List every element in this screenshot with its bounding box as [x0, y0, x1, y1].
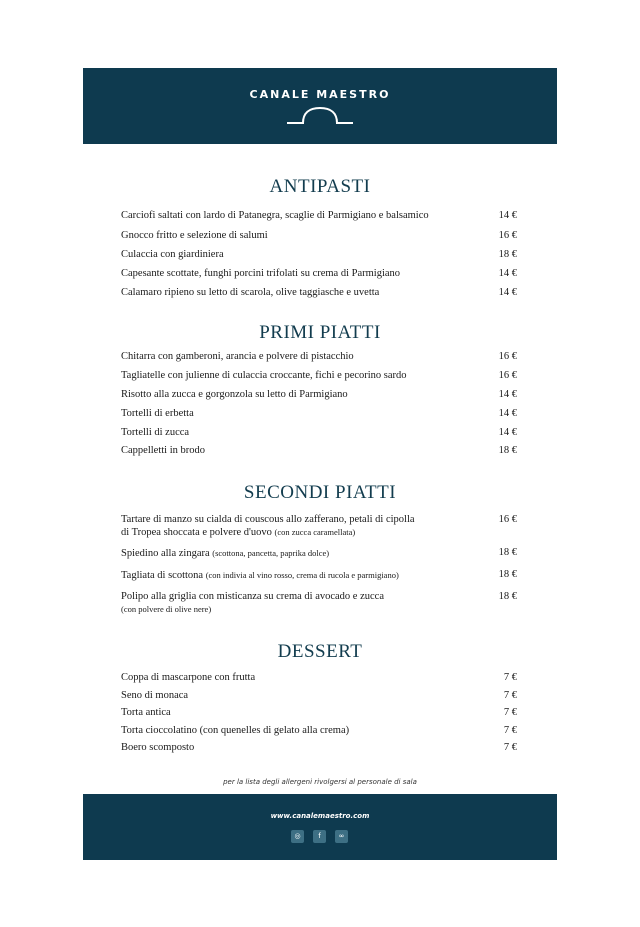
item-price: 14 € — [498, 210, 517, 221]
item-name: Chitarra con gamberoni, arancia e polvere di pistacchio — [121, 351, 354, 362]
instagram-icon[interactable]: ◎ — [291, 830, 304, 843]
item-note: (scottona, pancetta, paprika dolce) — [212, 548, 330, 558]
brand-name: CANALE MAESTRO — [249, 88, 391, 101]
item-price: 14 € — [498, 287, 517, 298]
item-name: Capesante scottate, funghi porcini trifolati su crema di Parmigiano — [121, 268, 401, 279]
item-price: 18 € — [498, 547, 517, 558]
facebook-icon[interactable]: f — [313, 830, 326, 843]
section-title-antipasti: ANTIPASTI — [269, 176, 371, 197]
item-price: 14 € — [498, 268, 517, 279]
item-name — [121, 569, 481, 582]
website-link[interactable]: www.canalemaestro.com — [270, 812, 370, 820]
item-price: 7 € — [503, 742, 517, 753]
item-name: Risotto alla zucca e gorgonzola su letto di Parmigiano — [121, 389, 348, 400]
item-name: Tagliatelle con julienne di culaccia croccante, fichi e pecorino sardo — [121, 370, 407, 381]
item-line-1: Polipo alla griglia con misticanza su crema di avocado e zucca — [121, 591, 384, 602]
item-line-2: di Tropea shoccata e polvere d'uovo — [121, 527, 272, 538]
section-title-secondi: SECONDI PIATTI — [243, 482, 397, 503]
item-price: 18 € — [498, 249, 517, 260]
item-price: 7 € — [503, 690, 517, 701]
item-price: 18 € — [498, 569, 517, 580]
section-title-dessert: DESSERT — [277, 641, 363, 662]
item-price: 18 € — [498, 445, 517, 456]
item-price: 14 € — [498, 389, 517, 400]
item-price: 16 € — [498, 370, 517, 381]
item-name — [121, 547, 481, 560]
item-name: Seno di monaca — [121, 690, 189, 701]
item-main: Tagliata di scottona — [121, 570, 204, 581]
item-name: Tortelli di zucca — [121, 427, 190, 438]
item-name: Coppa di mascarpone con frutta — [121, 672, 256, 683]
menu-footer — [83, 794, 557, 860]
item-name: Cappelletti in brodo — [121, 445, 205, 456]
allergen-note: per la lista degli allergeni rivolgersi al personale di sala — [223, 778, 417, 786]
item-price: 16 € — [498, 351, 517, 362]
canal-arch-logo — [285, 104, 355, 126]
item-price: 14 € — [498, 408, 517, 419]
item-name — [121, 591, 481, 616]
item-name: Torta antica — [121, 707, 171, 718]
item-price: 18 € — [498, 591, 517, 602]
item-price: 16 € — [498, 230, 517, 241]
item-name: Calamaro ripieno su letto di scarola, olive taggiasche e uvetta — [121, 287, 380, 298]
item-name: Culaccia con giardiniera — [121, 249, 224, 260]
item-line-1: Tartare di manzo su cialda di couscous allo zafferano, petali di cipolla — [121, 514, 415, 525]
item-name: Boero scomposto — [121, 742, 195, 753]
item-name — [121, 514, 481, 539]
item-price: 16 € — [498, 514, 517, 525]
item-name: Torta cioccolatino (con quenelles di gelato alla crema) — [121, 725, 350, 736]
item-name: Tortelli di erbetta — [121, 408, 194, 419]
item-price: 14 € — [498, 427, 517, 438]
item-note: (con indivia al vino rosso, crema di rucola e parmigiano) — [205, 570, 399, 580]
item-price: 7 € — [503, 672, 517, 683]
item-price: 7 € — [503, 707, 517, 718]
item-name: Carciofi saltati con lardo di Patanegra, scaglie di Parmigiano e balsamico — [121, 210, 429, 221]
item-main: Spiedino alla zingara — [121, 548, 210, 559]
section-title-primi: PRIMI PIATTI — [259, 322, 381, 343]
item-price: 7 € — [503, 725, 517, 736]
item-note: (con zucca caramellata) — [274, 527, 356, 537]
tripadvisor-icon[interactable]: ∞ — [335, 830, 348, 843]
item-name: Gnocco fritto e selezione di salumi — [121, 230, 268, 241]
item-note: (con polvere di olive nere) — [121, 604, 212, 614]
